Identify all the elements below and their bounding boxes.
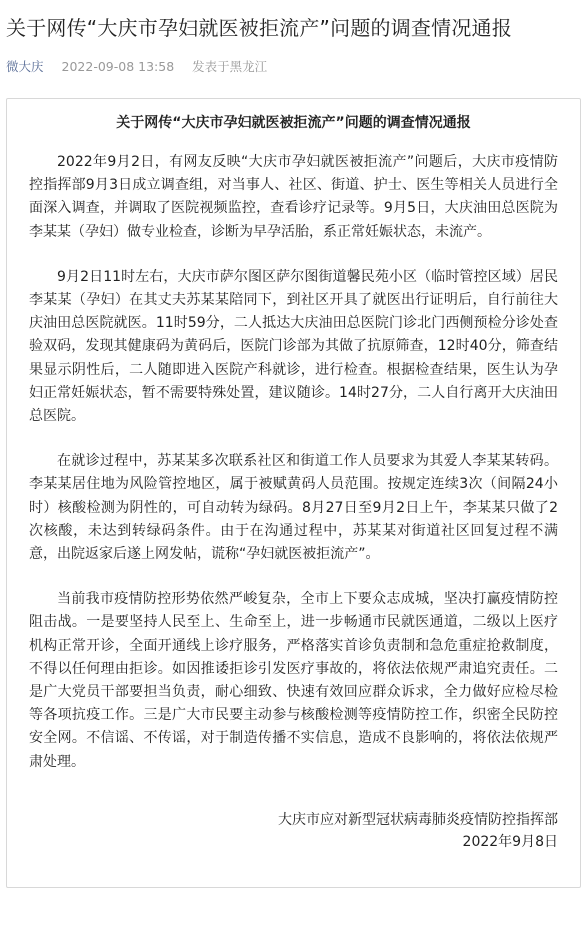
- signature-org: 大庆市应对新型冠状病毒肺炎疫情防控指挥部: [278, 812, 558, 828]
- publish-date: 2022-09-08 13:58: [61, 59, 175, 74]
- document-signature: [278, 809, 558, 853]
- article-meta: [6, 58, 581, 76]
- document-paragraph: 2022年9月2日，有网友反映“大庆市孕妇就医被拒流产”问题后，大庆市疫情防控指挥部9月3日成立调查组，对当事人、社区、街道、护士、医生等相关人员进行全面深入调查，并调取了医院视频监控，查看诊疗记录等。9月5日，大庆油田总医院为李某某（孕妇）做专业检查，诊断为早孕活胎，系正常妊娠状态，未流产。: [29, 154, 558, 240]
- author-link[interactable]: 微大庆: [6, 59, 44, 74]
- publish-location: 发表于黑龙江: [192, 59, 268, 74]
- document-paragraph: 在就诊过程中，苏某某多次联系社区和街道工作人员要求为其爱人李某某转码。李某某居住地为风险管控地区，属于被赋黄码人员范围。按规定连续3次（间隔24小时）核酸检测为阴性的，可自动转为绿码。8月27日至9月2日上午，李某某只做了2次核酸，未达到转绿码条件。由于在沟通过程中，苏某某对街道社区回复过程不满意，出院返家后遂上网发帖，谎称“孕妇就医被拒流产”。: [29, 453, 558, 563]
- document-paragraph: 当前我市疫情防控形势依然严峻复杂，全市上下要众志成城，坚决打赢疫情防控阻击战。一是要坚持人民至上、生命至上，进一步畅通市民就医通道，二级以上医疗机构正常开诊，全面开通线上诊疗服务，严格落实首诊负责制和急危重症抢救制度，不得以任何理由拒诊。如因推诿拒诊引发医疗事故的，将依法依规严肃追究责任。二是广大党员干部要担当负责，耐心细致、快速有效回应群众诉求，全力做好应检尽检等各项抗疫工作。三是广大市民要主动参与核酸检测等疫情防控工作，织密全民防控安全网。不信谣、不传谣，对于制造传播不实信息，造成不良影响的，将依法依规严肃处理。: [29, 591, 558, 770]
- article-title: 关于网传“大庆市孕妇就医被拒流产”问题的调查情况通报: [6, 16, 512, 40]
- document-heading: 关于网传“大庆市孕妇就医被拒流产”问题的调查情况通报: [116, 115, 471, 131]
- document-paragraph: 9月2日11时左右，大庆市萨尔图区萨尔图街道馨民苑小区（临时管控区域）居民李某某（孕妇）在其丈夫苏某某陪同下，到社区开具了就医出行证明后，自行前往大庆油田总医院就医。11时59分，二人抵达大庆油田总医院门诊北门西侧预检分诊处查验双码，发现其健康码为黄码后，医院门诊部为其做了抗原筛查，12时40分，筛查结果显示阴性后，二人随即进入医院产科就诊，进行检查。根据检查结果，医生认为孕妇正常妊娠状态，暂不需要特殊处置，建议随诊。14时27分，二人自行离开大庆油田总医院。: [29, 268, 558, 425]
- document-image-card: [6, 98, 581, 888]
- article-container: [0, 14, 587, 888]
- signature-date: 2022年9月8日: [462, 834, 558, 850]
